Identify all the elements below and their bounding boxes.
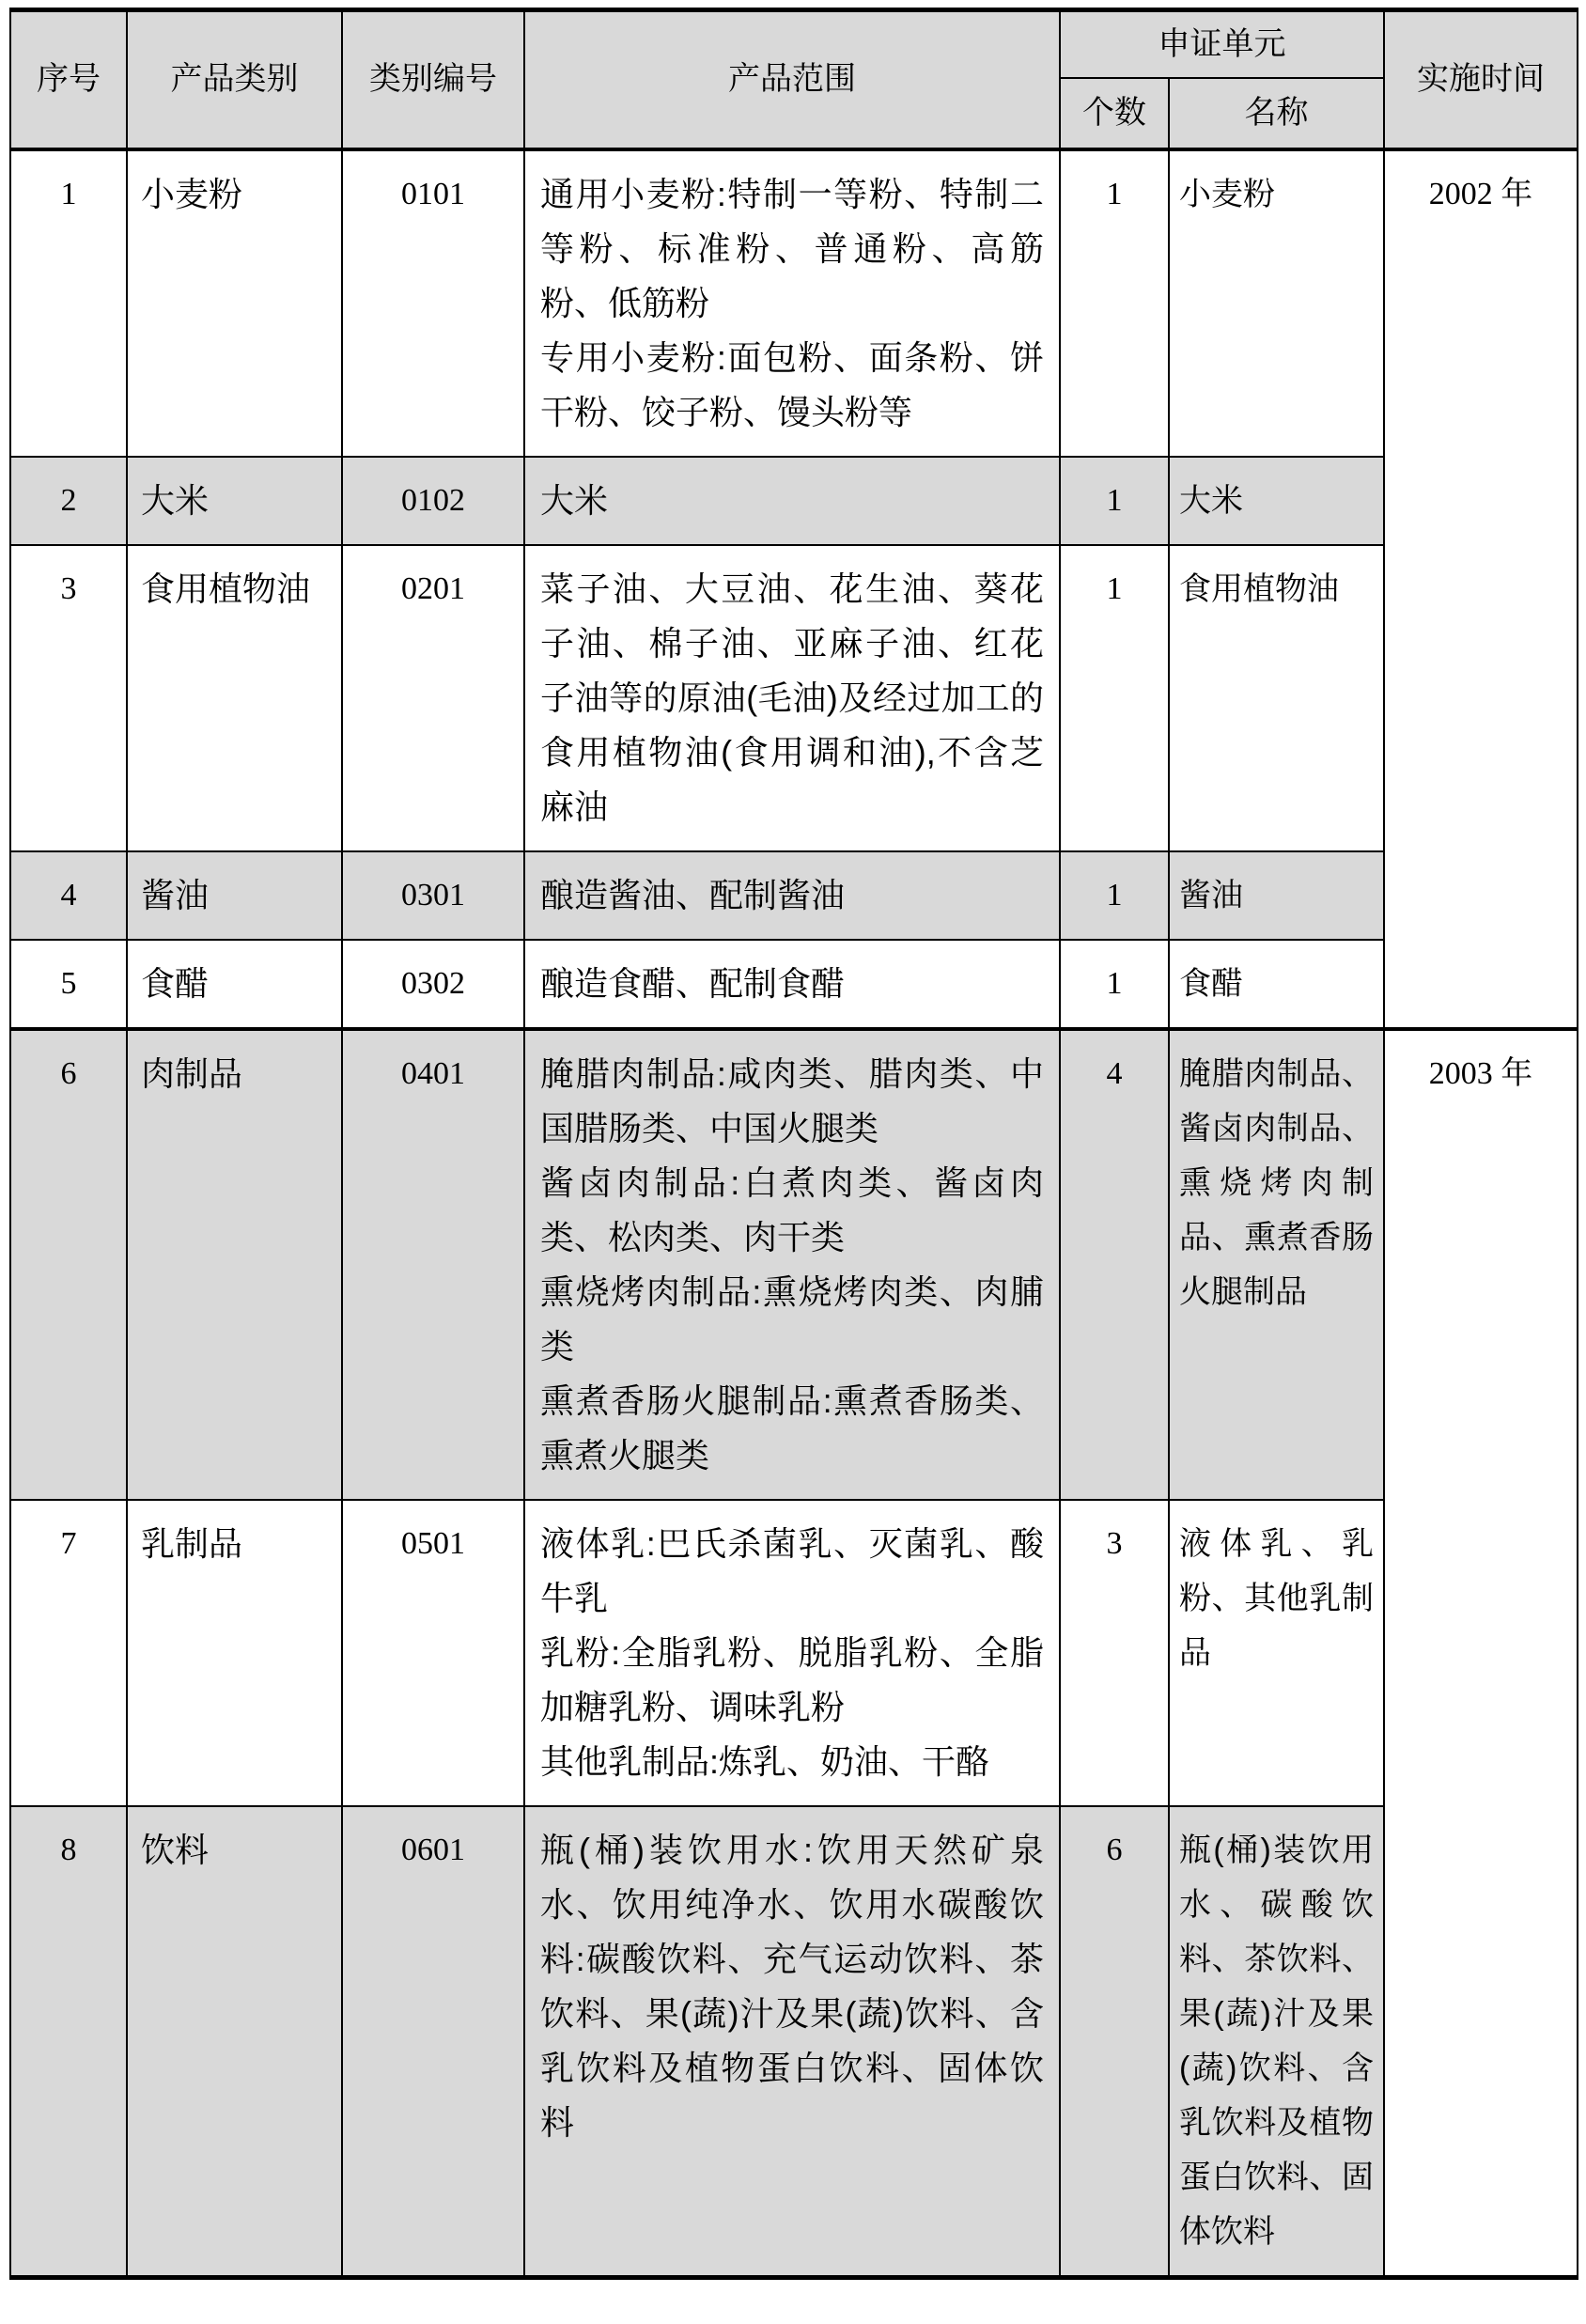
cell-unit-count: 1 [1060,149,1169,457]
cell-category-code: 0201 [342,545,524,851]
scope-paragraph: 酱卤肉制品:白煮肉类、酱卤肉类、松肉类、肉干类 [540,1162,1044,1256]
header-serial-number: 序号 [10,10,127,149]
cell-product-scope [524,1806,1060,2278]
cell-product-category: 小麦粉 [127,149,342,457]
scope-paragraph: 瓶(桶)装饮用水:饮用天然矿泉水、饮用纯净水、饮用水碳酸饮料:碳酸饮料、充气运动饮料、茶饮料、果(蔬)汁及果(蔬)饮料、含乳饮料及植物蛋白饮料、固体饮料 [540,1830,1044,2142]
table-row [10,545,1578,851]
cell-unit-count: 4 [1060,1029,1169,1500]
table-row [10,1029,1578,1500]
scope-paragraph: 通用小麦粉:特制一等粉、特制二等粉、标准粉、普通粉、高筋粉、低筋粉 [540,174,1044,322]
cell-category-code: 0501 [342,1500,524,1806]
cell-unit-count: 1 [1060,940,1169,1029]
table-row [10,851,1578,940]
cell-product-scope [524,851,1060,940]
cell-unit-count: 1 [1060,545,1169,851]
cell-serial-number: 6 [10,1029,127,1500]
cell-product-category: 食醋 [127,940,342,1029]
cell-serial-number: 7 [10,1500,127,1806]
certification-table [9,8,1578,2280]
scope-paragraph: 大米 [540,480,609,520]
cell-product-category: 肉制品 [127,1029,342,1500]
cell-unit-name: 瓶(桶)装饮用水、碳酸饮料、茶饮料、果(蔬)汁及果(蔬)饮料、含乳饮料及植物蛋白饮料、固体饮料 [1169,1806,1384,2278]
cell-serial-number: 8 [10,1806,127,2278]
scope-paragraph: 菜子油、大豆油、花生油、葵花子油、棉子油、亚麻子油、红花子油等的原油(毛油)及经过加工的食用植物油(食用调和油),不含芝麻油 [540,569,1044,826]
header-unit-count: 个数 [1060,78,1169,149]
cell-product-scope [524,940,1060,1029]
cell-unit-count: 6 [1060,1806,1169,2278]
cell-category-code: 0601 [342,1806,524,2278]
table-header [10,10,1578,149]
scope-paragraph: 腌腊肉制品:咸肉类、腊肉类、中国腊肠类、中国火腿类 [540,1053,1044,1147]
header-unit-name: 名称 [1169,78,1384,149]
scope-paragraph: 酿造食醋、配制食醋 [540,963,846,1003]
table-row [10,940,1578,1029]
cell-category-code: 0101 [342,149,524,457]
cell-unit-name: 食醋 [1169,940,1384,1029]
cell-category-code: 0302 [342,940,524,1029]
table-row [10,1500,1578,1806]
cell-implementation-time: 2003 年 [1384,1029,1578,2278]
scope-paragraph: 熏烧烤肉制品:熏烧烤肉类、肉脯类 [540,1271,1044,1365]
cell-product-category: 乳制品 [127,1500,342,1806]
header-implementation-time: 实施时间 [1384,10,1578,149]
cell-unit-count: 1 [1060,851,1169,940]
cell-product-category: 食用植物油 [127,545,342,851]
cell-category-code: 0301 [342,851,524,940]
scope-paragraph: 乳粉:全脂乳粉、脱脂乳粉、全脂加糖乳粉、调味乳粉 [540,1632,1044,1726]
table-row [10,457,1578,545]
header-product-category: 产品类别 [127,10,342,149]
cell-category-code: 0102 [342,457,524,545]
cell-unit-count: 1 [1060,457,1169,545]
cell-unit-count: 3 [1060,1500,1169,1806]
table-body [10,149,1578,2278]
cell-unit-name: 小麦粉 [1169,149,1384,457]
cell-serial-number: 4 [10,851,127,940]
cell-product-scope [524,1029,1060,1500]
header-certification-unit: 申证单元 [1060,10,1384,78]
scope-paragraph: 专用小麦粉:面包粉、面条粉、饼干粉、饺子粉、馒头粉等 [540,337,1044,431]
cell-category-code: 0401 [342,1029,524,1500]
cell-unit-name: 食用植物油 [1169,545,1384,851]
cell-serial-number: 2 [10,457,127,545]
header-product-scope: 产品范围 [524,10,1060,149]
scope-paragraph: 其他乳制品:炼乳、奶油、干酪 [540,1741,990,1781]
cell-unit-name: 大米 [1169,457,1384,545]
cell-serial-number: 3 [10,545,127,851]
cell-unit-name: 腌腊肉制品、酱卤肉制品、熏烧烤肉制品、熏煮香肠火腿制品 [1169,1029,1384,1500]
scope-paragraph: 酿造酱油、配制酱油 [540,875,846,914]
cell-product-category: 饮料 [127,1806,342,2278]
cell-product-scope [524,545,1060,851]
cell-product-category: 大米 [127,457,342,545]
cell-product-scope [524,1500,1060,1806]
table-row [10,1806,1578,2278]
cell-unit-name: 酱油 [1169,851,1384,940]
table-row [10,149,1578,457]
cell-product-category: 酱油 [127,851,342,940]
scope-paragraph: 液体乳:巴氏杀菌乳、灭菌乳、酸牛乳 [540,1523,1044,1617]
cell-product-scope [524,149,1060,457]
scope-paragraph: 熏煮香肠火腿制品:熏煮香肠类、熏煮火腿类 [540,1380,1044,1474]
header-category-code: 类别编号 [342,10,524,149]
cell-serial-number: 5 [10,940,127,1029]
header-row-top [10,10,1578,78]
cell-product-scope [524,457,1060,545]
cell-serial-number: 1 [10,149,127,457]
cell-unit-name: 液体乳、乳粉、其他乳制品 [1169,1500,1384,1806]
cell-implementation-time: 2002 年 [1384,149,1578,1029]
